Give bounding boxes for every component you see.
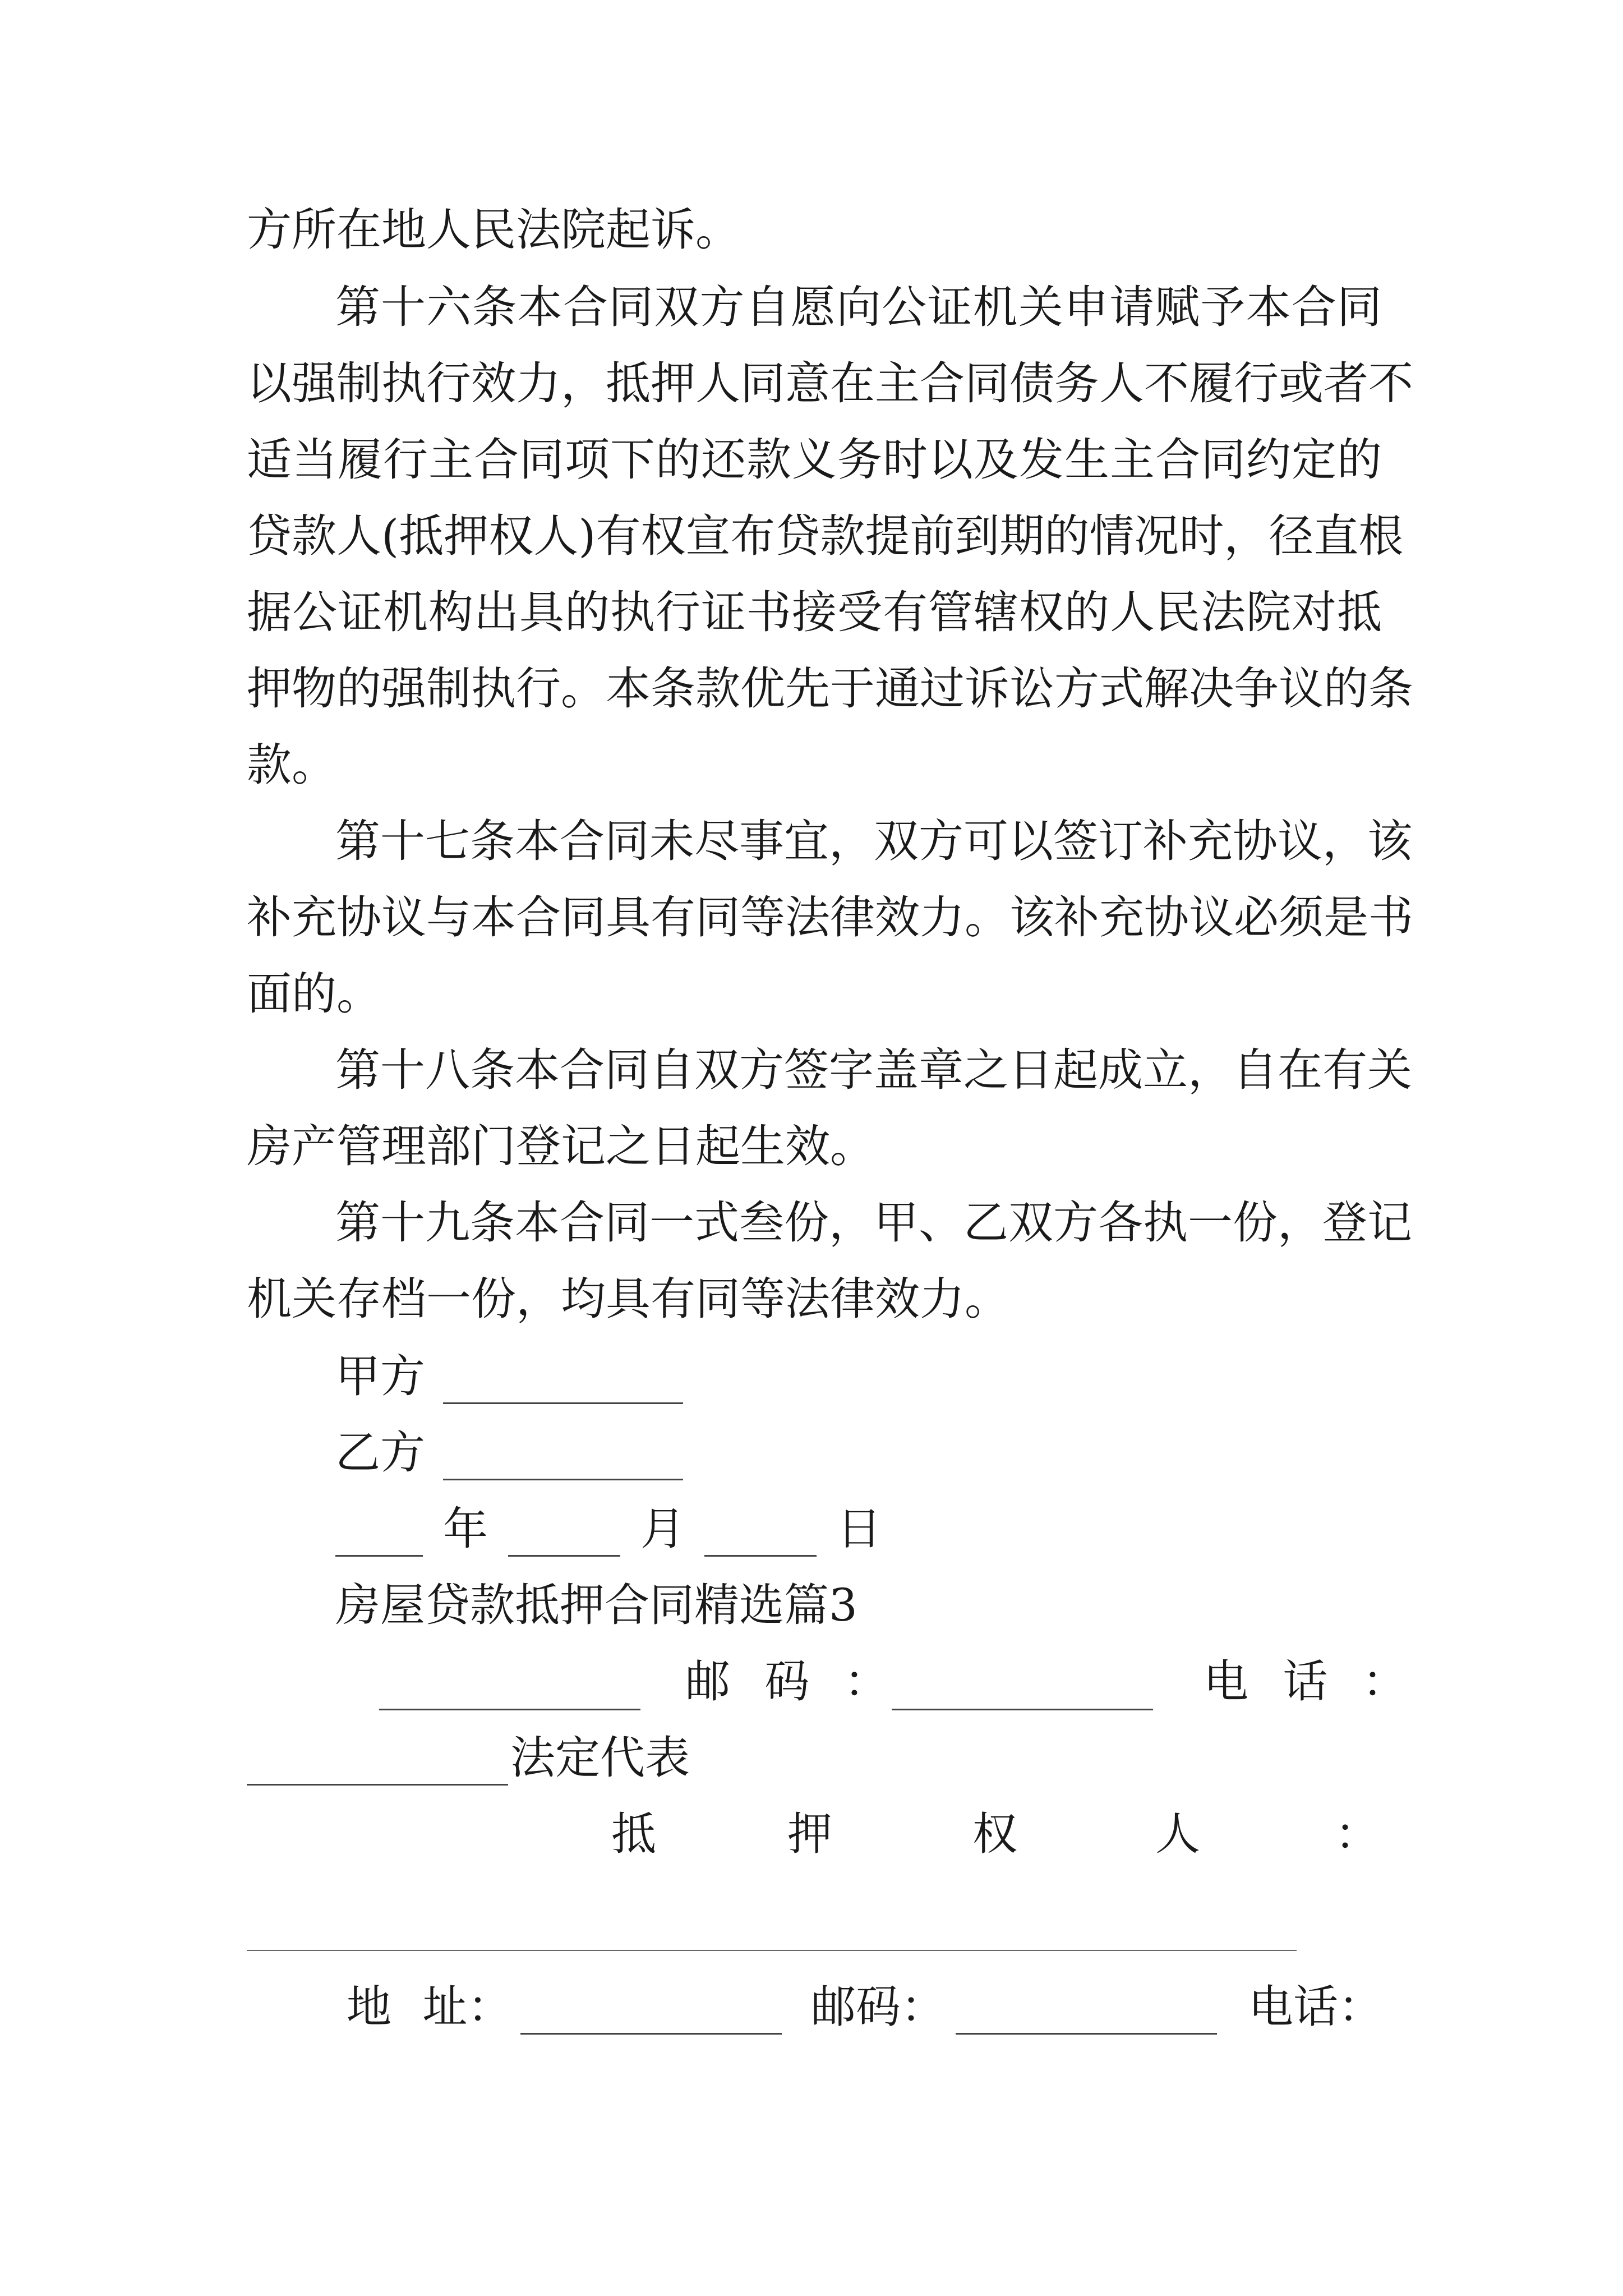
party-a-signature-line[interactable] xyxy=(443,1402,683,1404)
body-line: 方所在地人民法院起诉。 xyxy=(247,204,740,256)
day-label: 日 xyxy=(837,1503,882,1555)
mortgagee-char: 权 xyxy=(972,1808,1017,1860)
body-line: 押物的强制执行。本条款优先于通过诉讼方式解决争议的条 xyxy=(247,662,1413,715)
body-line: 第十八条本合同自双方签字盖章之日起成立，自在有关 xyxy=(335,1044,1412,1096)
phone-blank[interactable] xyxy=(247,1784,508,1786)
party-b-label: 乙方 xyxy=(335,1427,425,1479)
legal-rep-label: 法定代表 xyxy=(510,1732,690,1784)
body-line: 款。 xyxy=(247,739,336,791)
mortgagee-char: 抵 xyxy=(611,1808,656,1860)
body-line: 据公证机构出具的执行证书接受有管辖权的人民法院对抵 xyxy=(247,586,1382,638)
mortgagee-name-line[interactable] xyxy=(247,1950,1297,1951)
mortgagee-address-blank[interactable] xyxy=(520,2033,782,2035)
body-line: 房产管理部门登记之日起生效。 xyxy=(247,1120,875,1172)
mortgagee-char: ： xyxy=(1335,1808,1380,1860)
mortgagee-char: 人 xyxy=(1155,1808,1200,1860)
body-line: 补充协议与本合同具有同等法律效力。该补充协议必须是书 xyxy=(247,891,1413,944)
mortgagee-char: 押 xyxy=(787,1808,832,1860)
body-line: 第十九条本合同一式叁份，甲、乙双方各执一份，登记 xyxy=(335,1197,1412,1249)
day-blank[interactable] xyxy=(704,1555,817,1557)
year-blank[interactable] xyxy=(335,1555,423,1557)
phone-label: 电 话 ： xyxy=(1204,1655,1407,1708)
body-line: 贷款人(抵押权人)有权宣布贷款提前到期的情况时，径直根 xyxy=(247,510,1404,562)
year-label: 年 xyxy=(443,1503,488,1555)
party-b-signature-line[interactable] xyxy=(443,1479,683,1480)
body-line: 以强制执行效力，抵押人同意在主合同债务人不履行或者不 xyxy=(247,357,1413,409)
party-a-label: 甲方 xyxy=(335,1350,425,1402)
body-line: 适当履行主合同项下的还款义务时以及发生主合同约定的 xyxy=(247,434,1382,486)
postcode-blank[interactable] xyxy=(892,1709,1153,1710)
month-label: 月 xyxy=(640,1503,685,1555)
body-line: 第十七条本合同未尽事宜，双方可以签订补充协议，该 xyxy=(335,815,1412,867)
body-line: 面的。 xyxy=(247,968,381,1020)
body-line: 第十六条本合同双方自愿向公证机关申请赋予本合同 xyxy=(335,281,1382,333)
month-blank[interactable] xyxy=(508,1555,620,1557)
mortgagee-postcode-blank[interactable] xyxy=(956,2033,1217,2035)
mortgagee-postcode-label: 邮码： xyxy=(811,1981,946,2033)
section-title: 房屋贷款抵押合同精选篇3 xyxy=(335,1579,857,1631)
postcode-label: 邮 码 ： xyxy=(685,1655,889,1708)
mortgagee-phone-label: 电话： xyxy=(1248,1981,1383,2033)
address-label: 地 址： xyxy=(347,1981,513,2033)
body-line: 机关存档一份，均具有同等法律效力。 xyxy=(247,1273,1009,1325)
address-blank[interactable] xyxy=(379,1709,640,1710)
